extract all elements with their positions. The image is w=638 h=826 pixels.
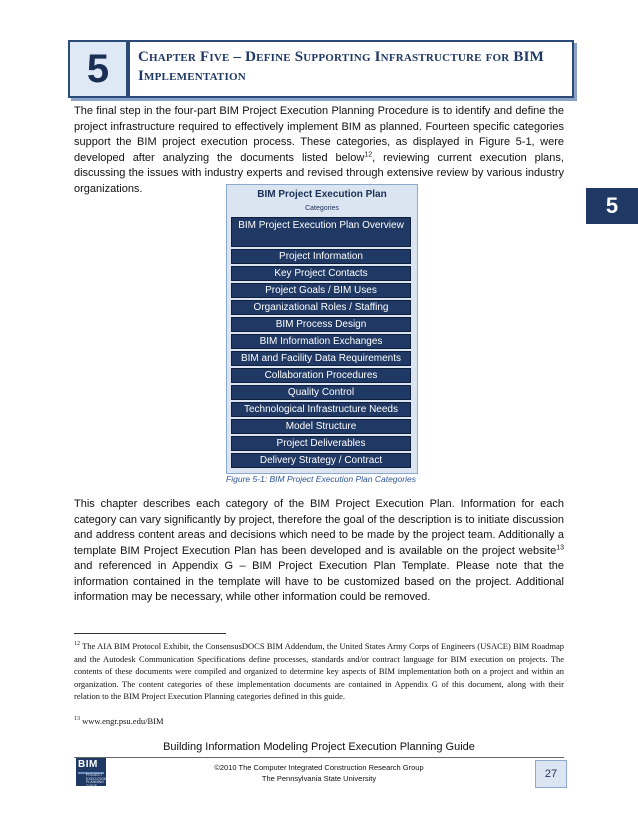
- figure-subtitle: Categories: [305, 205, 339, 212]
- copyright-line-2: The Pennsylvania State University: [261, 774, 377, 783]
- footnote-13-text: www.engr.psu.edu/BIM: [80, 716, 164, 726]
- copyright-block: [74, 762, 564, 784]
- category-item: Project Deliverables: [231, 436, 411, 451]
- body-text-a: This chapter describes each category of the BIM Project Execution Plan. Information for each category can vary significantly by project, therefore the goal of the description is to initiate discussion and address content areas and decisions which need to be made by the project team. Additionally a template BIM Project Execution Plan has been developed and is available on the project website: [74, 498, 564, 557]
- logo-small-text: PROJECT EXECUTION PLANNING GUIDE: [86, 773, 107, 788]
- category-item: Key Project Contacts: [231, 266, 411, 281]
- chapter-number-box: [68, 40, 128, 98]
- footnote-12-text: The AIA BIM Protocol Exhibit, the ConsensusDOCS BIM Addendum, the United States Army Corps of Engineers (USACE) BIM Roadmap and the Autodesk Communication Specifications define processes, standards and/or contract language for BIM execution on projects. The contents of these documents were compiled and organized to determine key aspects of BIM implementation both on a project and within an organization. The content categories of these implementation documents are contained in Appendix G of this document, along with their relation to the BIM Project Execution Planning categories defined in this guide.: [74, 641, 564, 701]
- footnote-13-mark: 13: [74, 716, 80, 723]
- category-item: Model Structure: [231, 419, 411, 434]
- figure-title: BIM Project Execution Plan: [257, 189, 387, 200]
- footnote-ref-13: 13: [556, 543, 564, 551]
- footnote-13: [74, 716, 164, 726]
- category-item: Project Goals / BIM Uses: [231, 283, 411, 298]
- category-list: [231, 217, 411, 470]
- guide-title: Building Information Modeling Project Execution Planning Guide: [163, 741, 475, 753]
- category-item: Quality Control: [231, 385, 411, 400]
- copyright-line-1: ©2010 The Computer Integrated Construction Research Group: [214, 763, 424, 772]
- chapter-side-tab: 5: [586, 188, 638, 224]
- category-item: Organizational Roles / Staffing: [231, 300, 411, 315]
- intro-text-a: The final step in the four-part BIM Project Execution Planning Procedure is to identify and define the project infrastructure required to effectively implement BIM as planned. Fourteen specific categories support the BIM project execution process. These categories, as displayed in Figure 5-1, were developed after analyzing the documents listed below: [74, 105, 564, 164]
- figure-caption: Figure 5-1: BIM Project Execution Plan Categories: [226, 474, 416, 484]
- chapter-number: 5: [86, 46, 110, 91]
- category-item: Project Information: [231, 249, 411, 264]
- categories-figure: [226, 184, 418, 474]
- category-item: BIM Project Execution Plan Overview: [231, 217, 411, 247]
- chapter-title: Chapter Five – Define Supporting Infrastructure for BIM Implementation: [138, 49, 545, 84]
- category-item: Collaboration Procedures: [231, 368, 411, 383]
- category-item: BIM and Facility Data Requirements: [231, 351, 411, 366]
- category-item: Technological Infrastructure Needs: [231, 402, 411, 417]
- footnote-ref-12: 12: [364, 150, 373, 158]
- chapter-title-box: [128, 40, 574, 98]
- footnote-12-mark: 12: [74, 641, 80, 648]
- intro-text-b: , reviewing current execution plans, discussing the issues with industry experts and revised through extensive review by various industry organizations.: [74, 151, 564, 195]
- body-text-b: and referenced in Appendix G – BIM Project Execution Plan Template. Please note that the information contained in the template will have to be customized based on the project. Additional information may be necessary, while other information could be removed.: [74, 560, 564, 603]
- category-item: BIM Process Design: [231, 317, 411, 332]
- category-item: BIM Information Exchanges: [231, 334, 411, 349]
- body-paragraph: [74, 497, 564, 606]
- footnote-12: [74, 640, 564, 703]
- page-number: 27: [535, 760, 567, 788]
- footer-divider: [74, 757, 564, 758]
- category-item: Delivery Strategy / Contract: [231, 453, 411, 468]
- logo-text: BIM: [78, 759, 98, 770]
- footnote-divider: [74, 633, 226, 634]
